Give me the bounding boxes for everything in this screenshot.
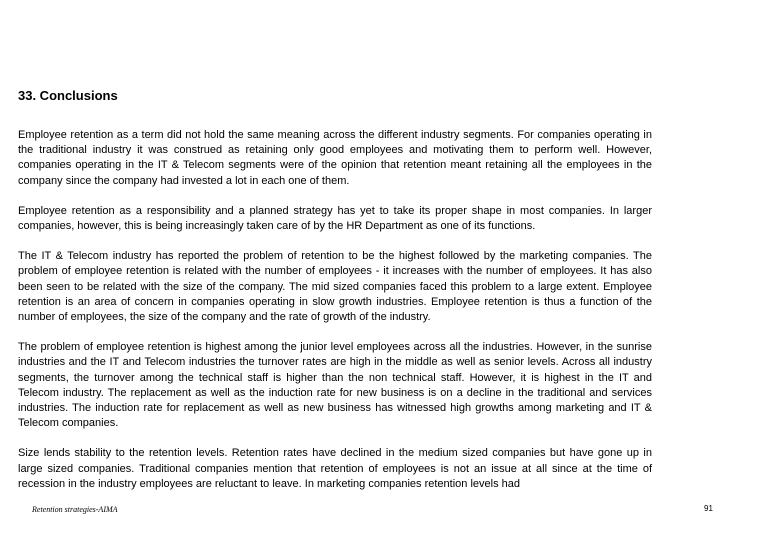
paragraph: The problem of employee retention is highest among the junior level employees across all the industries. However, in the sunrise industries and the IT and Telecom industries the turnover rates are high in the middle as well as senior levels. Across all industry segments, the turnover among the technical staff is higher than the non technical staff. However, it is highest in the IT and Telecom industry. The replacement as well as the induction rate for new business is on a decline in the traditional and services industries. The induction rate for replacement as well as new business has witnessed high growths among marketing and IT & Telecom companies. bbox=[18, 341, 652, 430]
section-heading: 33. Conclusions bbox=[18, 88, 118, 103]
paragraph: The IT & Telecom industry has reported the problem of retention to be the highest followed by the marketing companies. The problem of employee retention is related with the number of employees - it increases with the number of employees. It has also been seen to be related with the size of the company. The mid sized companies faced this problem to a large extent. Employee retention is an area of concern in companies operating in slow growth industries. Employee retention is thus a function of the number of employees, the size of the company and the rate of growth of the industry. bbox=[18, 250, 652, 324]
body-text bbox=[18, 128, 652, 507]
page-number: 91 bbox=[704, 504, 713, 513]
paragraph: Employee retention as a responsibility and a planned strategy has yet to take its proper shape in most companies. In larger companies, however, this is being increasingly taken care of by the HR Department as one of its functions. bbox=[18, 204, 652, 233]
paragraph: Size lends stability to the retention levels. Retention rates have declined in the medium sized companies but have gone up in large sized companies. Traditional companies mention that retention of employees is not an issue at all since at the time of recession in the industry employees are reluctant to leave. In marketing companies retention levels had bbox=[18, 447, 652, 490]
paragraph: Employee retention as a term did not hold the same meaning across the different industry segments. For companies operating in the traditional industry it was construed as retaining only good employees and motivating them to perform well. However, companies operating in the IT & Telecom segments were of the opinion that retention meant retaining all the employees in the company since the company had invested a lot in each one of them. bbox=[18, 129, 652, 187]
footer-source: Retention strategies-AIMA bbox=[32, 505, 118, 514]
